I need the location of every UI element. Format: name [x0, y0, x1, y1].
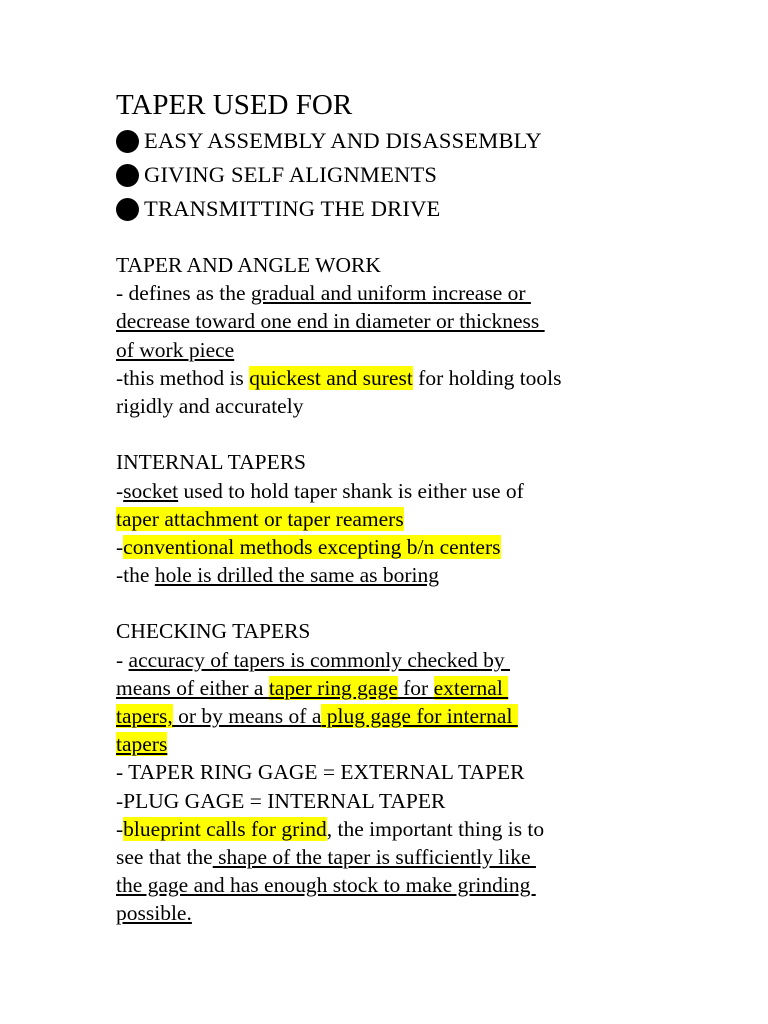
- text-line: [116, 364, 562, 392]
- highlighted-underlined-text: taper ring gage: [268, 675, 398, 700]
- paragraph-spacer: [116, 420, 562, 448]
- bullet-item: [116, 124, 542, 158]
- underlined-text: the gage and has enough stock to make grinding: [116, 873, 536, 898]
- body-text: [116, 251, 562, 928]
- text-line: [116, 646, 562, 674]
- bullet-dot-icon: [116, 198, 139, 221]
- highlighted-text: quickest and surest: [249, 365, 413, 390]
- page-title: TAPER USED FOR: [116, 89, 353, 121]
- text-line: [116, 307, 562, 335]
- bullet-dot-icon: [116, 130, 139, 153]
- text-span: - defines as the: [116, 281, 251, 306]
- section-heading-taper-angle-work: TAPER AND ANGLE WORK: [116, 253, 381, 277]
- text-span: used to hold taper shank is either use of: [178, 478, 524, 503]
- underlined-text: accuracy of tapers is commonly checked by: [128, 647, 511, 672]
- text-span: -: [116, 647, 129, 672]
- text-line: -PLUG GAGE = INTERNAL TAPER: [116, 788, 446, 813]
- underlined-text: possible.: [116, 901, 192, 926]
- text-line: [116, 477, 562, 505]
- section-heading-internal-tapers: INTERNAL TAPERS: [116, 450, 306, 475]
- highlighted-text: conventional methods excepting b/n centers: [123, 534, 501, 559]
- text-span: -this method is: [116, 365, 250, 390]
- text-line: [116, 279, 562, 307]
- paragraph-spacer: [116, 589, 562, 617]
- text-line: [116, 561, 562, 589]
- bullet-item: [116, 158, 542, 192]
- underlined-text: means of either a: [116, 675, 269, 700]
- bullet-text: GIVING SELF ALIGNMENTS: [144, 162, 438, 187]
- highlighted-text: taper attachment or taper reamers: [116, 506, 404, 531]
- bullet-list: [116, 124, 542, 226]
- text-line: rigidly and accurately: [116, 393, 304, 418]
- text-span: for holding tools: [412, 365, 562, 390]
- text-span: -the: [116, 563, 155, 588]
- text-span: , the important thing is to: [326, 816, 545, 841]
- text-line: [116, 899, 562, 927]
- text-span: see that the: [116, 844, 213, 869]
- text-line: [116, 336, 562, 364]
- bullet-item: [116, 192, 542, 226]
- text-line: [116, 871, 562, 899]
- underlined-text: or by means of a: [172, 704, 322, 728]
- underlined-text: for: [397, 675, 434, 700]
- text-span: -: [116, 816, 124, 841]
- underlined-text: socket: [123, 478, 179, 503]
- underlined-text: shape of the taper is sufficiently like: [212, 844, 536, 869]
- text-span: -: [116, 478, 124, 503]
- highlighted-underlined-text: tapers: [116, 732, 168, 757]
- text-line: [116, 702, 562, 730]
- text-line: [116, 674, 562, 702]
- highlighted-underlined-text: external: [433, 675, 509, 700]
- bullet-dot-icon: [116, 164, 139, 187]
- text-line: [116, 843, 562, 871]
- text-line: [116, 730, 562, 758]
- bullet-text: EASY ASSEMBLY AND DISASSEMBLY: [144, 128, 542, 153]
- underlined-text: gradual and uniform increase or: [250, 281, 531, 306]
- underlined-text: hole is drilled the same as boring: [154, 563, 440, 588]
- underlined-text: of work piece: [116, 337, 235, 362]
- underlined-text: decrease toward one end in diameter or thickness: [116, 309, 545, 334]
- text-line: - TAPER RING GAGE = EXTERNAL TAPER: [116, 760, 525, 785]
- text-span: -: [116, 534, 124, 559]
- bullet-text: TRANSMITTING THE DRIVE: [144, 196, 441, 221]
- text-line: [116, 815, 562, 843]
- section-heading-checking-tapers: CHECKING TAPERS: [116, 619, 311, 644]
- highlighted-underlined-text: tapers,: [116, 704, 173, 728]
- highlighted-underlined-text: plug gage for internal: [321, 704, 518, 728]
- text-line: [116, 533, 562, 561]
- highlighted-text: blueprint calls for grind: [123, 816, 327, 841]
- text-line: [116, 505, 562, 533]
